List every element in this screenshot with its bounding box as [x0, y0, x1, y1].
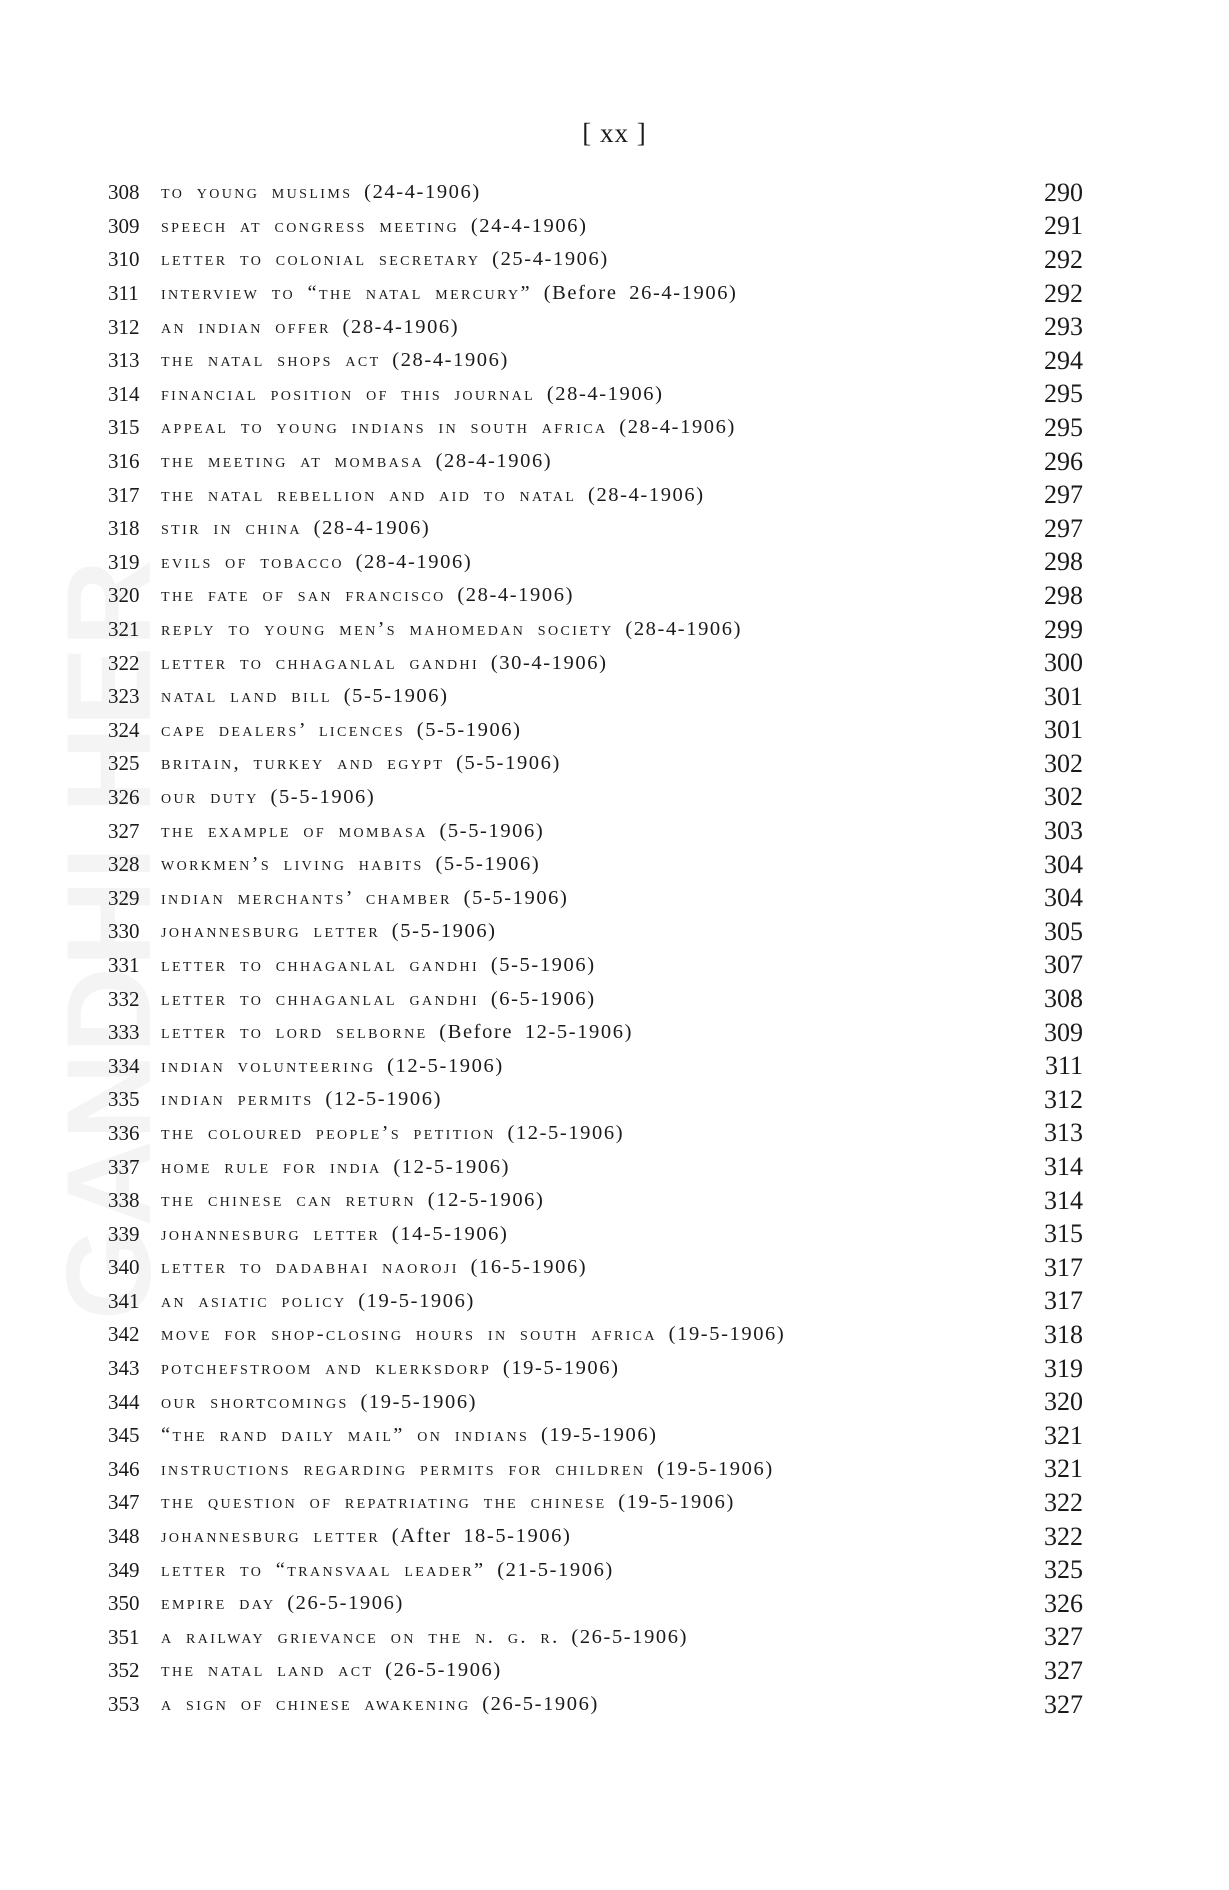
entry-page-number: 292	[1044, 244, 1083, 274]
entry-title-caps: reply to young men’s mahomedan society	[161, 618, 614, 641]
entry-title-caps: britain, turkey and egypt	[161, 752, 445, 775]
entry-title-caps: indian merchants’ chamber	[161, 886, 452, 909]
entry-number: 327	[108, 818, 140, 843]
entry-title	[161, 1659, 1023, 1682]
toc-entry	[108, 1587, 1083, 1621]
entry-number: 309	[108, 213, 140, 238]
entry-date: (12-5-1906)	[325, 1088, 443, 1111]
entry-title	[161, 517, 1023, 540]
entry-title	[161, 1189, 1023, 1212]
entry-title-caps: an asiatic policy	[161, 1289, 347, 1312]
entry-date: (5-5-1906)	[391, 920, 497, 943]
entry-date: (28-4-1906)	[342, 315, 460, 338]
entry-date: (26-5-1906)	[482, 1693, 599, 1716]
toc-entry	[108, 1352, 1083, 1386]
entry-number: 323	[108, 684, 140, 709]
entry-title	[161, 1256, 1023, 1279]
entry-title-caps: the chinese can return	[161, 1189, 417, 1212]
entry-title-caps: the natal shops act	[161, 349, 381, 372]
entry-title-caps: “the rand daily mail” on indians	[161, 1424, 530, 1447]
toc-entry	[108, 243, 1083, 277]
entry-date: (5-5-1906)	[270, 785, 376, 808]
entry-page-number: 314	[1044, 1185, 1083, 1215]
entry-page-number: 309	[1044, 1017, 1083, 1047]
entry-title	[161, 752, 1023, 775]
entry-date: (Before 26-4-1906)	[543, 282, 738, 305]
entry-number: 341	[108, 1288, 140, 1313]
entry-title-caps: johannesburg letter	[161, 920, 381, 943]
entry-title	[161, 1021, 1023, 1044]
entry-page-number: 296	[1044, 446, 1083, 476]
entry-page-number: 298	[1044, 580, 1083, 610]
entry-number: 348	[108, 1524, 140, 1549]
entry-page-number: 303	[1044, 816, 1083, 846]
entry-date: (28-4-1906)	[392, 349, 509, 372]
entry-number: 347	[108, 1490, 140, 1515]
entry-title	[161, 1693, 1023, 1716]
toc-entry	[108, 1285, 1083, 1319]
entry-date: (12-5-1906)	[393, 1155, 511, 1178]
toc-entry	[108, 781, 1083, 815]
toc-entry	[108, 176, 1083, 210]
entry-page-number: 325	[1044, 1555, 1083, 1585]
entry-title-caps: letter to lord selborne	[161, 1021, 428, 1044]
toc-entry	[108, 1621, 1083, 1655]
entry-title	[161, 349, 1023, 372]
entry-number: 353	[108, 1692, 140, 1717]
entry-date: (Before 12-5-1906)	[439, 1021, 634, 1044]
toc-entry	[108, 949, 1083, 983]
toc-entry	[108, 210, 1083, 244]
entry-title	[161, 1290, 1023, 1313]
entry-date: (28-4-1906)	[546, 382, 664, 405]
entry-title-caps: potchefstroom and klerksdorp	[161, 1357, 492, 1380]
toc-entry	[108, 344, 1083, 378]
entry-number: 333	[108, 1020, 140, 1045]
entry-page-number: 307	[1044, 950, 1083, 980]
entry-number: 334	[108, 1053, 140, 1078]
entry-number: 314	[108, 381, 140, 406]
entry-number: 313	[108, 348, 140, 373]
entry-number: 318	[108, 516, 140, 541]
entry-number: 321	[108, 617, 140, 642]
entry-number: 337	[108, 1154, 140, 1179]
entry-page-number: 291	[1044, 211, 1083, 241]
entry-title	[161, 1491, 1023, 1514]
entry-date: (12-5-1906)	[387, 1054, 504, 1077]
entry-page-number: 301	[1044, 715, 1083, 745]
entry-title	[161, 181, 1023, 204]
entry-date: (28-4-1906)	[355, 550, 473, 573]
entry-page-number: 290	[1044, 177, 1083, 207]
entry-title	[161, 484, 1023, 507]
entry-title-caps: speech at congress meeting	[161, 214, 460, 237]
entry-date: (28-4-1906)	[457, 584, 575, 607]
entry-title-caps: johannesburg letter	[161, 1222, 381, 1245]
entry-number: 311	[108, 281, 139, 306]
entry-title	[161, 853, 1023, 876]
entry-title	[161, 954, 1023, 977]
entry-number: 329	[108, 885, 140, 910]
entry-number: 330	[108, 919, 140, 944]
entry-page-number: 297	[1044, 513, 1083, 543]
entry-date: (5-5-1906)	[343, 685, 449, 708]
entry-page-number: 327	[1044, 1622, 1083, 1652]
toc-entry	[108, 378, 1083, 412]
entry-title-caps: letter to “transvaal leader”	[161, 1558, 486, 1581]
entry-title-caps: letter to chhaganlal gandhi	[161, 953, 480, 976]
toc-entry	[108, 1553, 1083, 1587]
entry-date: (19-5-1906)	[358, 1289, 475, 1312]
entry-number: 312	[108, 314, 140, 339]
entry-title	[161, 282, 1023, 305]
entry-title-caps: indian volunteering	[161, 1054, 376, 1077]
entry-number: 328	[108, 852, 140, 877]
entry-date: (24-4-1906)	[470, 214, 588, 237]
entry-date: (28-4-1906)	[625, 618, 743, 641]
entry-title	[161, 1122, 1023, 1145]
entry-title-caps: letter to chhaganlal gandhi	[161, 651, 480, 674]
toc-entry	[108, 613, 1083, 647]
entry-number: 320	[108, 583, 140, 608]
toc-entry	[108, 411, 1083, 445]
entry-title	[161, 551, 1023, 574]
entry-page-number: 315	[1044, 1219, 1083, 1249]
entry-title-caps: the natal rebellion and aid to natal	[161, 483, 577, 506]
toc-entry	[108, 915, 1083, 949]
entry-title	[161, 1323, 1023, 1346]
toc-entry	[108, 646, 1083, 680]
entry-date: (19-5-1906)	[657, 1457, 774, 1480]
entry-title	[161, 1357, 1023, 1380]
entry-page-number: 318	[1044, 1319, 1083, 1349]
toc-entry	[108, 1318, 1083, 1352]
entry-page-number: 326	[1044, 1588, 1083, 1618]
entry-date: (26-5-1906)	[287, 1592, 404, 1615]
entry-date: (5-5-1906)	[416, 718, 522, 741]
entry-page-number: 304	[1044, 883, 1083, 913]
toc-entry	[108, 714, 1083, 748]
entry-title-caps: home rule for india	[161, 1155, 382, 1178]
toc-entry	[108, 512, 1083, 546]
entry-number: 338	[108, 1188, 140, 1213]
toc-entry	[108, 546, 1083, 580]
entry-date: (5-5-1906)	[490, 953, 596, 976]
entry-page-number: 311	[1044, 1051, 1083, 1081]
entry-date: (24-4-1906)	[364, 181, 481, 204]
entry-number: 336	[108, 1120, 140, 1145]
entry-date: (19-5-1906)	[618, 1491, 735, 1514]
entry-title	[161, 652, 1023, 675]
entry-page-number: 295	[1044, 412, 1083, 442]
entry-title-caps: appeal to young indians in south africa	[161, 416, 608, 439]
entry-number: 332	[108, 986, 140, 1011]
entry-title-caps: financial position of this journal	[161, 382, 536, 405]
toc-entry	[108, 1117, 1083, 1151]
entry-number: 342	[108, 1322, 140, 1347]
entry-page-number: 293	[1044, 312, 1083, 342]
toc-entry	[108, 814, 1083, 848]
toc-entry	[108, 1385, 1083, 1419]
toc-entry	[108, 848, 1083, 882]
entry-title	[161, 1458, 1023, 1481]
toc-entry	[108, 982, 1083, 1016]
entry-title-caps: empire day	[161, 1592, 276, 1615]
entry-title	[161, 786, 1023, 809]
entry-page-number: 301	[1044, 681, 1083, 711]
entry-title	[161, 820, 1023, 843]
entry-page-number: 317	[1044, 1252, 1083, 1282]
entry-page-number: 298	[1044, 547, 1083, 577]
entry-number: 319	[108, 549, 140, 574]
entry-title-caps: letter to colonial secretary	[161, 248, 481, 271]
entry-title-caps: our shortcomings	[161, 1390, 349, 1413]
entry-title-caps: the question of repatriating the chinese	[161, 1491, 607, 1514]
entry-title	[161, 1156, 1023, 1179]
entry-title-caps: a sign of chinese awakening	[161, 1693, 471, 1716]
entry-title-caps: workmen’s living habits	[161, 853, 424, 876]
page-number-header: [ xx ]	[582, 118, 647, 148]
entry-date: (28-4-1906)	[619, 416, 736, 439]
entry-date: (19-5-1906)	[540, 1424, 658, 1447]
entry-title-caps: interview to “the natal mercury”	[161, 282, 532, 305]
entry-page-number: 308	[1044, 984, 1083, 1014]
entry-title-caps: an indian offer	[161, 315, 331, 338]
entry-title	[161, 1592, 1023, 1615]
entry-title	[161, 1559, 1023, 1582]
entry-title-caps: to young muslims	[161, 181, 353, 204]
entry-number: 325	[108, 751, 140, 776]
entry-page-number: 294	[1044, 345, 1083, 375]
entry-title-caps: the coloured people’s petition	[161, 1121, 496, 1144]
entry-page-number: 321	[1044, 1420, 1083, 1450]
toc-entry	[108, 1453, 1083, 1487]
entry-title-caps: cape dealers’ licences	[161, 718, 406, 741]
entry-number: 315	[108, 415, 140, 440]
entry-date: (28-4-1906)	[588, 483, 705, 506]
entry-page-number: 319	[1044, 1353, 1083, 1383]
entry-page-number: 299	[1044, 614, 1083, 644]
entry-title	[161, 719, 1023, 742]
entry-title-caps: letter to dadabhai naoroji	[161, 1256, 459, 1279]
entry-number: 317	[108, 482, 140, 507]
toc-entry	[108, 1150, 1083, 1184]
entry-page-number: 327	[1044, 1689, 1083, 1719]
entry-date: (19-5-1906)	[360, 1390, 478, 1413]
entry-title	[161, 316, 1023, 339]
entry-page-number: 295	[1044, 379, 1083, 409]
entry-date: (26-5-1906)	[385, 1659, 502, 1682]
entry-title	[161, 685, 1023, 708]
entry-title-caps: instructions regarding permits for children	[161, 1457, 646, 1480]
entry-number: 331	[108, 952, 140, 977]
toc-entry	[108, 747, 1083, 781]
entry-number: 335	[108, 1087, 140, 1112]
entry-number: 343	[108, 1356, 140, 1381]
entry-title-caps: johannesburg letter	[161, 1525, 381, 1548]
toc-entry	[108, 1217, 1083, 1251]
entry-date: (5-5-1906)	[439, 819, 545, 842]
entry-date: (12-5-1906)	[507, 1121, 625, 1144]
entry-date: (28-4-1906)	[313, 517, 431, 540]
entry-page-number: 313	[1044, 1118, 1083, 1148]
entry-title-caps: move for shop-closing hours in south africa	[161, 1323, 657, 1346]
toc-entry	[108, 277, 1083, 311]
entry-page-number: 312	[1044, 1084, 1083, 1114]
toc-entry	[108, 881, 1083, 915]
entry-title-caps: the example of mombasa	[161, 819, 428, 842]
toc-entry	[108, 1016, 1083, 1050]
entry-page-number: 322	[1044, 1521, 1083, 1551]
entry-number: 340	[108, 1255, 140, 1280]
entry-title	[161, 1223, 1023, 1246]
entry-title-caps: evils of tobacco	[161, 550, 344, 573]
entry-title-caps: our duty	[161, 785, 259, 808]
entry-title	[161, 248, 1023, 271]
entry-number: 349	[108, 1557, 140, 1582]
entry-title-caps: a railway grievance on the n. g. r.	[161, 1625, 560, 1648]
entry-title	[161, 1525, 1023, 1548]
entry-date: (19-5-1906)	[502, 1357, 620, 1380]
entry-number: 352	[108, 1658, 140, 1683]
entry-number: 345	[108, 1423, 140, 1448]
entry-page-number: 317	[1044, 1286, 1083, 1316]
toc-entry	[108, 1419, 1083, 1453]
toc-entry	[108, 1688, 1083, 1722]
entry-number: 310	[108, 247, 140, 272]
entry-title	[161, 618, 1023, 641]
entry-title	[161, 584, 1023, 607]
entry-date: (5-5-1906)	[435, 853, 541, 876]
entry-number: 324	[108, 717, 140, 742]
table-of-contents	[108, 176, 1083, 1721]
toc-entry	[108, 1184, 1083, 1218]
toc-entry	[108, 1520, 1083, 1554]
toc-entry	[108, 478, 1083, 512]
entry-date: (6-5-1906)	[490, 987, 596, 1010]
entry-number: 339	[108, 1221, 140, 1246]
entry-date: (25-4-1906)	[492, 248, 609, 271]
entry-date: (12-5-1906)	[427, 1189, 545, 1212]
entry-page-number: 302	[1044, 782, 1083, 812]
entry-title	[161, 1424, 1023, 1447]
toc-entry	[108, 1049, 1083, 1083]
entry-page-number: 314	[1044, 1152, 1083, 1182]
entry-title	[161, 920, 1023, 943]
entry-date: (5-5-1906)	[456, 752, 561, 775]
entry-date: (30-4-1906)	[490, 651, 608, 674]
entry-title-caps: the natal land act	[161, 1659, 374, 1682]
entry-title-caps: indian permits	[161, 1088, 314, 1111]
toc-entry	[108, 680, 1083, 714]
entry-date: (21-5-1906)	[497, 1558, 614, 1581]
entry-page-number: 322	[1044, 1487, 1083, 1517]
entry-page-number: 321	[1044, 1454, 1083, 1484]
entry-title	[161, 1626, 1023, 1649]
entry-date: (5-5-1906)	[463, 886, 569, 909]
entry-number: 322	[108, 650, 140, 675]
entry-title-caps: letter to chhaganlal gandhi	[161, 987, 480, 1010]
toc-entry	[108, 579, 1083, 613]
entry-title	[161, 1088, 1023, 1111]
entry-title	[161, 383, 1023, 406]
toc-entry	[108, 445, 1083, 479]
entry-page-number: 302	[1044, 748, 1083, 778]
entry-title	[161, 450, 1023, 473]
toc-entry	[108, 1486, 1083, 1520]
toc-entry	[108, 310, 1083, 344]
entry-number: 350	[108, 1591, 140, 1616]
entry-page-number: 305	[1044, 916, 1083, 946]
entry-date: (After 18-5-1906)	[391, 1525, 572, 1548]
entry-title	[161, 1055, 1023, 1078]
entry-date: (14-5-1906)	[391, 1222, 509, 1245]
entry-number: 344	[108, 1389, 140, 1414]
entry-number: 351	[108, 1624, 140, 1649]
toc-entry	[108, 1654, 1083, 1688]
entry-number: 316	[108, 449, 140, 474]
toc-entry	[108, 1251, 1083, 1285]
entry-number: 326	[108, 784, 140, 809]
toc-entry	[108, 1083, 1083, 1117]
entry-page-number: 327	[1044, 1655, 1083, 1685]
entry-page-number: 292	[1044, 278, 1083, 308]
entry-date: (16-5-1906)	[470, 1256, 588, 1279]
entry-title-caps: stir in china	[161, 517, 302, 540]
entry-title	[161, 416, 1023, 439]
entry-number: 346	[108, 1456, 140, 1481]
entry-page-number: 320	[1044, 1387, 1083, 1417]
entry-number: 308	[108, 180, 140, 205]
entry-title	[161, 988, 1023, 1011]
entry-date: (19-5-1906)	[668, 1323, 786, 1346]
entry-title	[161, 887, 1023, 910]
entry-page-number: 300	[1044, 648, 1083, 678]
entry-page-number: 297	[1044, 480, 1083, 510]
entry-title-caps: natal land bill	[161, 685, 332, 708]
entry-page-number: 304	[1044, 849, 1083, 879]
entry-title	[161, 215, 1023, 238]
entry-date: (26-5-1906)	[571, 1625, 689, 1648]
entry-title	[161, 1391, 1023, 1414]
entry-title-caps: the meeting at mombasa	[161, 450, 424, 473]
entry-date: (28-4-1906)	[435, 450, 553, 473]
entry-title-caps: the fate of san francisco	[161, 584, 446, 607]
